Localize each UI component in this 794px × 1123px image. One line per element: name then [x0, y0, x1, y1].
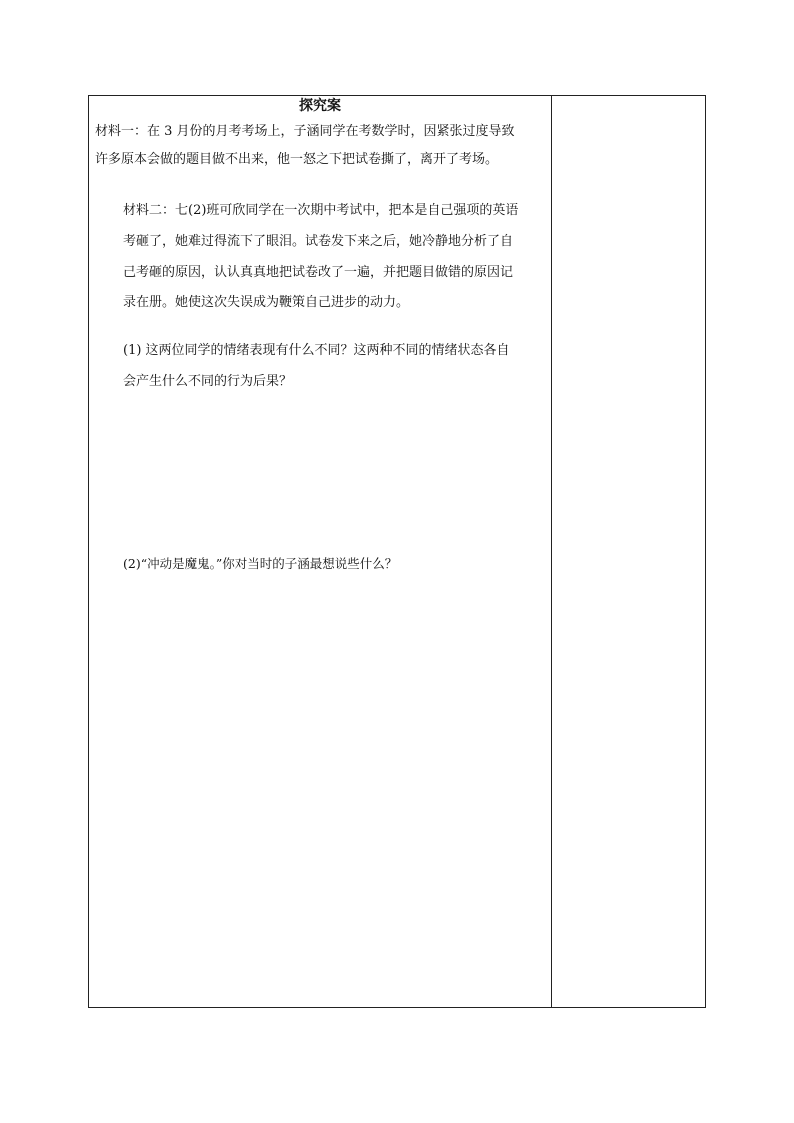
worksheet-table — [88, 95, 706, 1008]
material2-line: 材料二：七(2)班可欣同学在一次期中考试中，把本是自己强项的英语 — [123, 203, 519, 218]
question1-line: 会产生什么不同的行为后果？ — [123, 374, 293, 389]
section-title: 探究案 — [299, 98, 341, 114]
question2: (2)“冲动是魔鬼。”你对当时的子涵最想说些什么？ — [123, 556, 398, 571]
question1-line: (1) 这两位同学的情绪表现有什么不同？这两种不同的情绪状态各自 — [123, 343, 510, 358]
main-content-cell — [89, 96, 551, 1007]
column-divider — [551, 96, 552, 1007]
material1-line: 材料一：在 3 月份的月考考场上，子涵同学在考数学时，因紧张过度导致 — [95, 124, 515, 139]
material1-line: 许多原本会做的题目做不出来，他一怒之下把试卷撕了，离开了考场。 — [95, 152, 499, 167]
material2-line: 考砸了，她难过得流下了眼泪。试卷发下来之后，她冷静地分析了自 — [123, 234, 514, 249]
material2-line: 录在册。她使这次失误成为鞭策自己进步的动力。 — [123, 295, 410, 310]
material2-line: 己考砸的原因，认认真真地把试卷改了一遍，并把题目做错的原因记 — [123, 265, 514, 280]
